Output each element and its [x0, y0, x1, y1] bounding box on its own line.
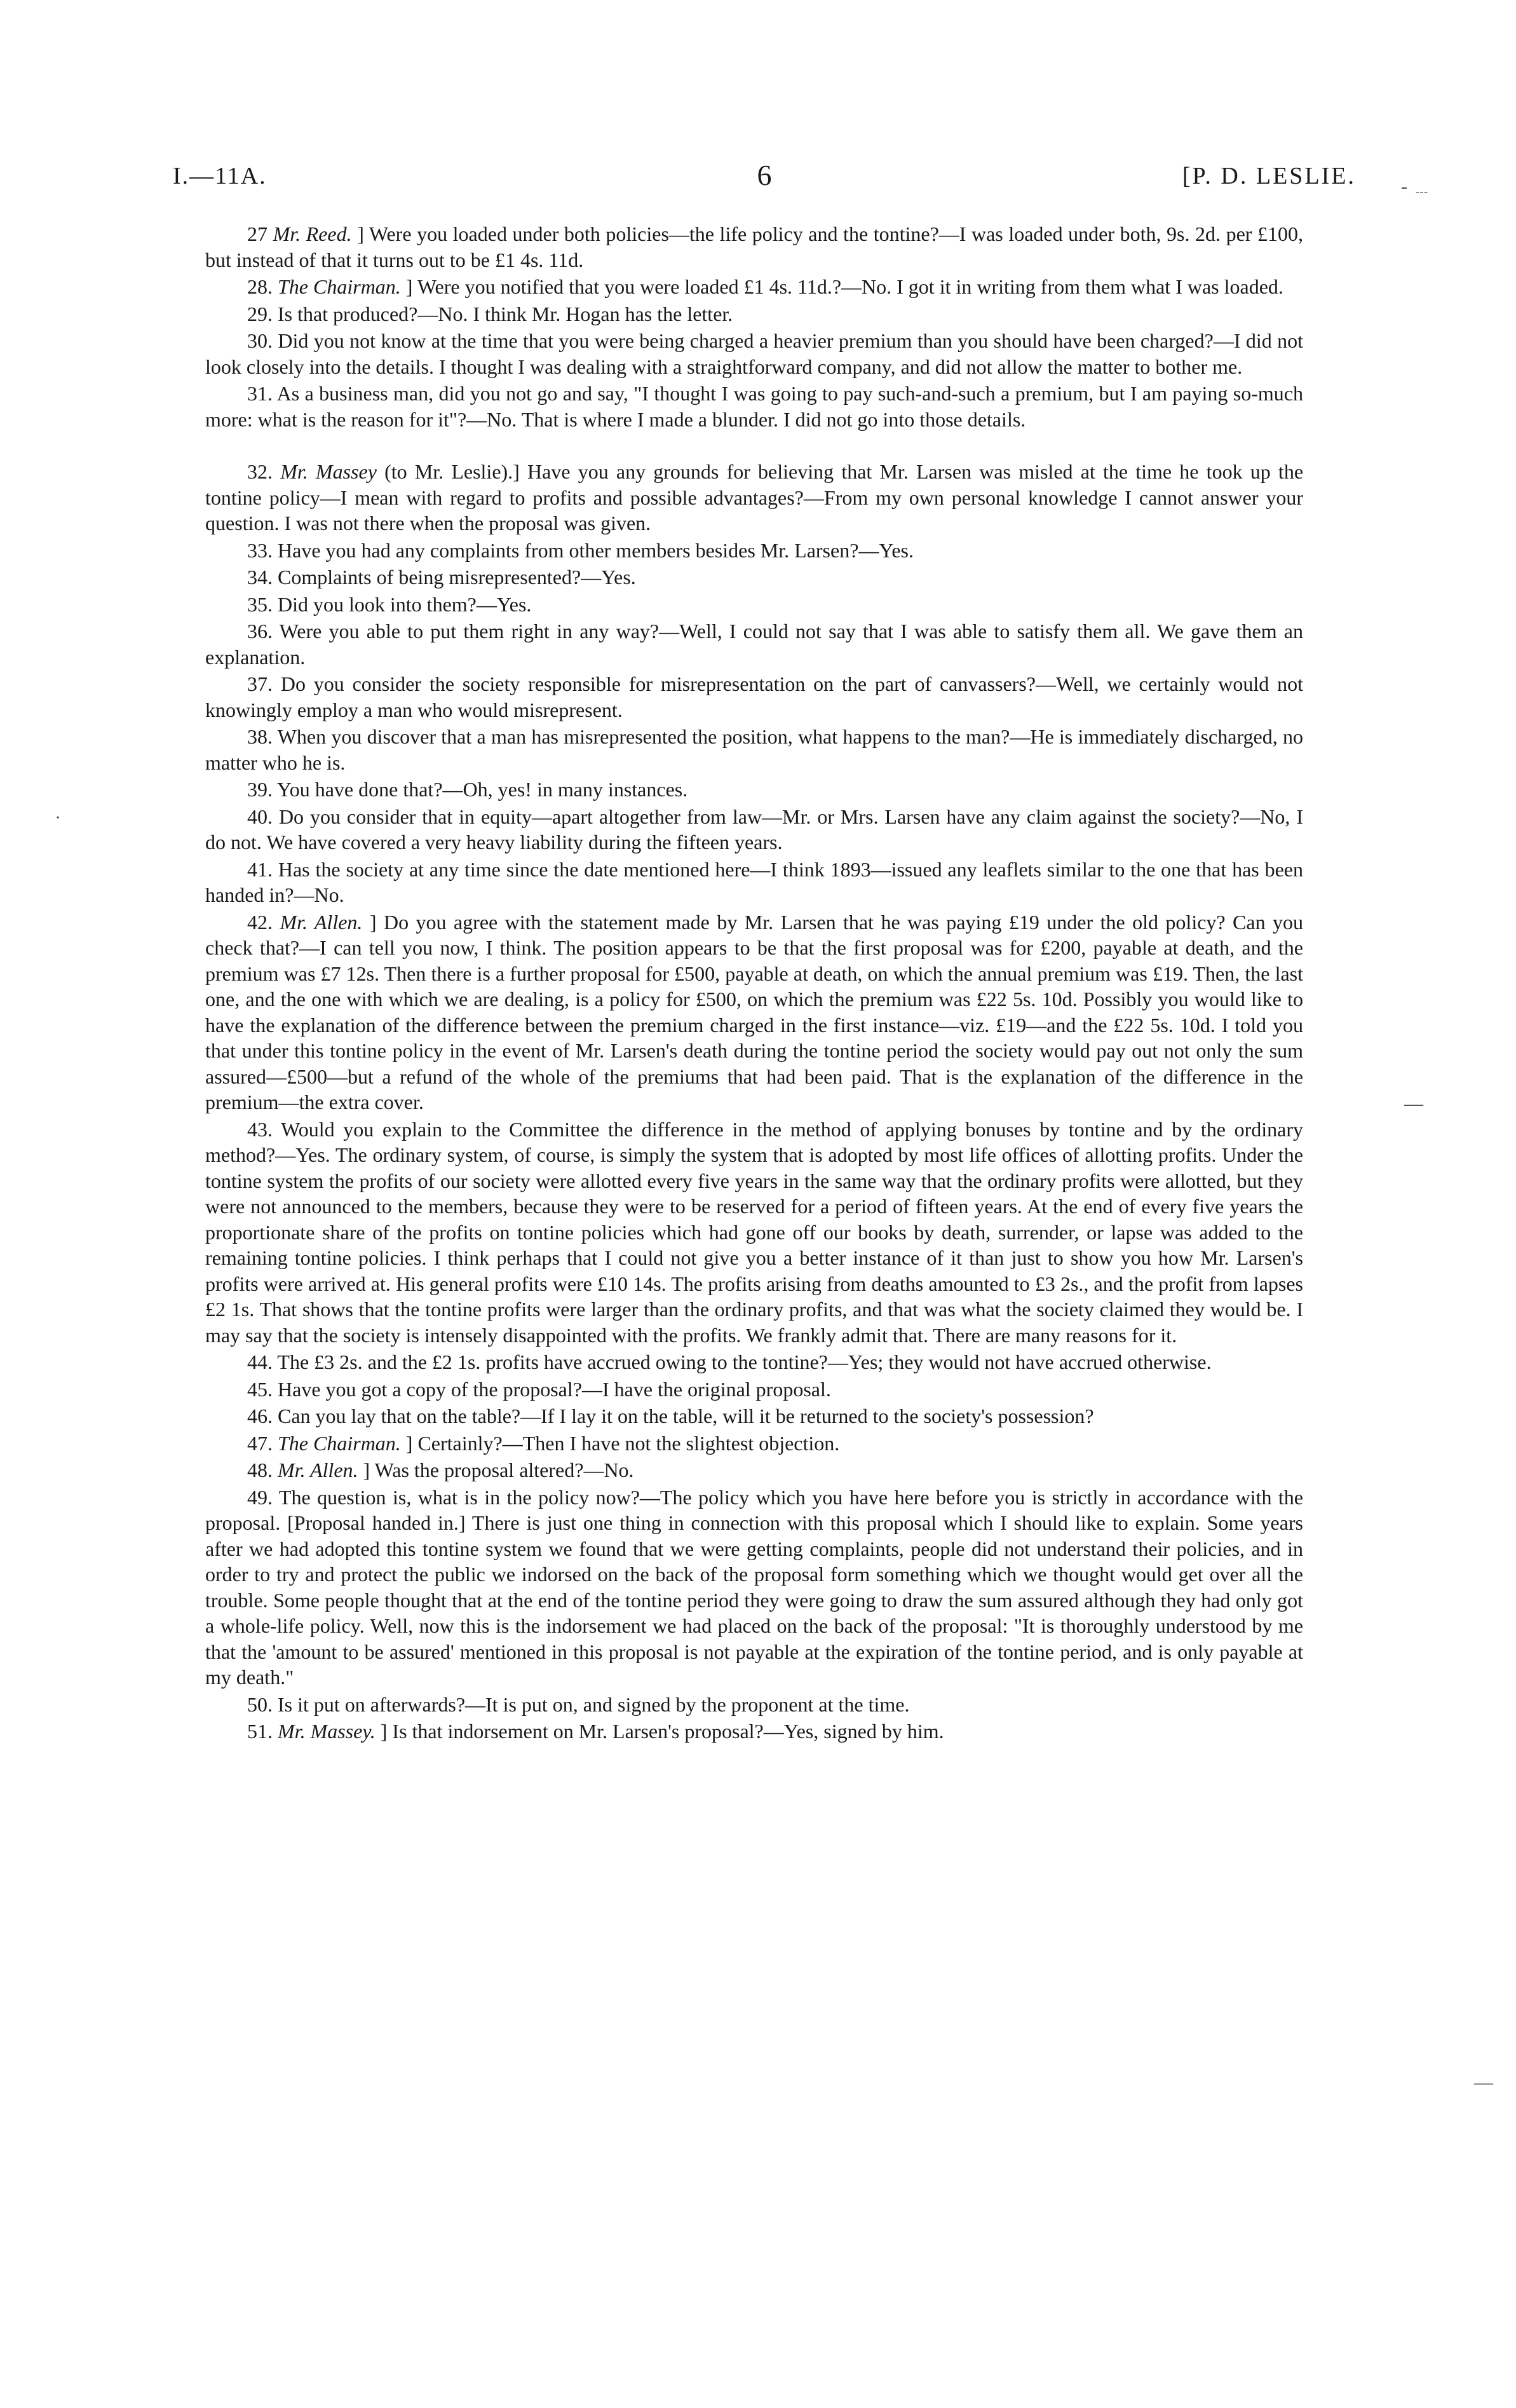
margin-mark: ‐ ﹍	[1401, 176, 1431, 197]
question-number: 47.	[247, 1431, 278, 1455]
paragraph-text: The £3 2s. and the £2 1s. profits have accrued owing to the tontine?—Yes; they would not have accrued otherwise.	[277, 1350, 1212, 1373]
minutes-paragraph	[205, 1431, 1303, 1457]
question-number: 46.	[247, 1405, 278, 1427]
question-number: 51.	[247, 1720, 278, 1743]
page-number: 6	[757, 159, 772, 191]
page-header	[173, 159, 1356, 200]
minutes-paragraph	[205, 1117, 1303, 1349]
paragraph-text: Have you had any complaints from other members besides Mr. Larsen?—Yes.	[278, 538, 914, 562]
question-number: 49.	[247, 1485, 279, 1509]
paragraph-text: ] Do you agree with the statement made by Mr. Larsen that he was paying £19 under the old policy? Can you check that?—I can tell you now, I think. The position appears to be that the first proposal was for £200, payable at death, and the premium was £7 12s. Then there is a further proposal for £500, payable at death, on which the annual premium was £19. Then, the last one, and the one with which we are dealing, is a policy for £500, on which the premium was £22 5s. 10d. Possibly you would like to have the explanation of the difference between the premium charged in the first instance—viz. £19—and the £22 5s. 10d. I told you that under this tontine policy in the event of Mr. Larsen's death during the tontine period the society would pay out not only the sum assured—£500—but a refund of the whole of the premiums that had been paid. That is the explanation of the difference in the premium—the extra cover.	[205, 910, 1304, 1113]
paragraph-text: Have you got a copy of the proposal?—I have the original proposal.	[278, 1377, 831, 1401]
minutes-paragraph	[205, 1485, 1303, 1690]
minutes-paragraph	[205, 1349, 1303, 1375]
question-number: 30.	[247, 329, 278, 352]
paragraph-text: When you discover that a man has misrepresented the position, what happens to the man?—He is immediately discharged, no matter who he is.	[205, 725, 1304, 774]
minutes-paragraph	[205, 1377, 1303, 1403]
paragraph-text: ] Is that indorsement on Mr. Larsen's proposal?—Yes, signed by him.	[380, 1720, 944, 1743]
paragraph-text: Did you look into them?—Yes.	[278, 592, 532, 616]
minutes-paragraph	[205, 671, 1303, 723]
minutes-paragraph	[205, 777, 1303, 803]
paragraph-text: Is it put on afterwards?—It is put on, and signed by the proponent at the time.	[278, 1692, 910, 1716]
paragraph-text: You have done that?—Oh, yes! in many instances.	[276, 778, 688, 801]
paragraph-text: ] Were you notified that you were loaded £1 4s. 11d.?—No. I got it in writing from them what I was loaded.	[405, 275, 1283, 298]
margin-mark: —	[1404, 1093, 1423, 1114]
speaker-name: Mr. Massey	[280, 460, 377, 483]
minutes-paragraph	[205, 618, 1303, 670]
paragraph-text: Were you able to put them right in any way?—Well, I could not say that I was able to satisfy them all. We gave them an explanation.	[205, 620, 1303, 669]
paragraph-text: Complaints of being misrepresented?—Yes.	[278, 566, 636, 588]
question-number: 43.	[247, 1117, 281, 1141]
question-number: 29.	[247, 302, 278, 325]
minutes-paragraph	[205, 1403, 1303, 1429]
question-number: 44.	[247, 1350, 278, 1373]
question-number: 32.	[247, 460, 281, 483]
margin-mark: —	[1474, 2072, 1493, 2093]
paragraph-text: ] Was the proposal altered?—No.	[363, 1459, 634, 1481]
question-number: 33.	[247, 538, 278, 562]
header-paper-reference: I.—11A.	[173, 163, 267, 189]
paragraph-text: (to Mr. Leslie).] Have you any grounds for believing that Mr. Larsen was misled at the time he took up the tontine policy—I mean with regard to profits and possible advantages?—From my own personal knowledge I cannot answer your question. I was not there when the proposal was given.	[205, 460, 1304, 534]
question-number: 34.	[247, 566, 278, 588]
minutes-paragraph	[205, 592, 1303, 618]
paragraph-text: ] Certainly?—Then I have not the slightest objection.	[405, 1431, 840, 1455]
paragraph-text: ] Were you loaded under both policies—the life policy and the tontine?—I was loaded under both, 9s. 2d. per £100, but instead of that it turns out to be £1 4s. 11d.	[205, 222, 1304, 271]
question-number: 42.	[247, 910, 280, 934]
paragraph-text: Is that produced?—No. I think Mr. Hogan has the letter.	[278, 302, 733, 325]
question-number: 27	[247, 222, 273, 245]
paragraph-text: Would you explain to the Committee the difference in the method of applying bonuses by tontine and by the ordinary method?—Yes. The ordinary system, of course, is simply the system that is adopted by most life offices of allotting profits. Under the tontine system the profits of our society were allotted every five years in the same way that the ordinary profits were allotted, but they were not announced to the members, because they were to be reserved for a period of fifteen years. At the end of every five years the proportionate share of the profits on tontine policies which had gone off our books by death, surrender, or lapse was added to the remaining tontine policies. I think perhaps that I could not give you a better instance of it than just to show you how Mr. Larsen's profits were arrived at. His general profits were £10 14s. The profits arising from deaths amounted to £3 2s., and the profit from lapses £2 1s. That shows that the tontine profits were larger than the ordinary profits, and that was what the society claimed they would be. I may say that the society is intensely disappointed with the profits. We frankly admit that. There are many reasons for it.	[205, 1117, 1304, 1347]
paragraph-text: Do you consider that in equity—apart altogether from law—Mr. or Mrs. Larsen have any claim against the society?—No, I do not. We have covered a very heavy liability during the fifteen years.	[205, 805, 1304, 854]
minutes-paragraph	[205, 538, 1303, 564]
question-number: 48.	[247, 1459, 278, 1481]
minutes-paragraph	[205, 564, 1303, 590]
speaker-name: The Chairman.	[278, 275, 401, 298]
paragraph-text: Has the society at any time since the date mentioned here—I think 1893—issued any leaflets similar to the one that has been handed in?—No.	[205, 857, 1303, 906]
paragraph-text: The question is, what is in the policy now?—The policy which you have here before you is strictly in accordance with the proposal. [Proposal handed in.] There is just one thing in connection with this proposal which I should like to explain. Some years after we had adopted this tontine system we found that we were getting complaints, people did not understand their policies, and in order to try and protect the public we indorsed on the back of the proposal form something which we thought would get over all the trouble. Some people thought that at the end of the tontine period they were going to draw the sum assured although they had only got a whole-life policy. Well, now this is the indorsement we had placed on the back of the proposal: "It is thoroughly understood by me that the 'amount to be assured' mentioned in this proposal is not payable at the expiration of the tontine period, and is only payable at my death."	[205, 1485, 1304, 1689]
question-number: 31.	[247, 382, 277, 405]
minutes-paragraph	[205, 804, 1303, 855]
minutes-paragraph	[205, 909, 1303, 1115]
speaker-name: Mr. Reed.	[273, 222, 352, 245]
minutes-paragraph	[205, 724, 1303, 775]
margin-mark: ·	[55, 807, 61, 828]
question-number: 37.	[247, 672, 281, 695]
question-number: 36.	[247, 620, 280, 643]
speaker-name: Mr. Allen.	[278, 1459, 358, 1481]
speaker-name: Mr. Allen.	[280, 910, 363, 934]
question-number: 35.	[247, 592, 278, 616]
question-number: 39.	[247, 778, 277, 801]
minutes-paragraph	[205, 1718, 1303, 1745]
question-number: 50.	[247, 1692, 278, 1716]
question-number: 38.	[247, 725, 278, 748]
minutes-paragraph	[205, 301, 1303, 327]
speaker-name: Mr. Massey.	[278, 1720, 376, 1743]
speaker-name: The Chairman.	[278, 1431, 401, 1455]
paragraph-text: Do you consider the society responsible for misrepresentation on the part of canvassers?—Well, we certainly would not knowingly employ a man who would misrepresent.	[205, 672, 1304, 721]
minutes-paragraph	[205, 221, 1303, 273]
header-witness-name: [P. D. LESLIE.	[1182, 163, 1356, 189]
minutes-paragraph	[205, 857, 1303, 908]
question-number: 28.	[247, 275, 278, 298]
paragraph-text: Can you lay that on the table?—If I lay it on the table, will it be returned to the society's possession?	[278, 1405, 1094, 1427]
minutes-paragraph	[205, 274, 1303, 300]
question-number: 40.	[247, 805, 279, 828]
minutes-paragraph	[205, 459, 1303, 536]
minutes-paragraph	[205, 1692, 1303, 1718]
paragraph-text: As a business man, did you not go and say, "I thought I was going to pay such-and-such a premium, but I am paying so-much more: what is the reason for it"?—No. That is where I made a blunder. I did not go into those details.	[205, 382, 1304, 431]
question-number: 41.	[247, 857, 278, 881]
minutes-paragraph	[205, 1457, 1303, 1483]
paragraph-text: Did you not know at the time that you were being charged a heavier premium than you should have been charged?—I did not look closely into the details. I thought I was dealing with a straightforward company, and did not allow the matter to bother me.	[205, 329, 1304, 378]
minutes-body	[205, 221, 1303, 1746]
minutes-paragraph	[205, 381, 1303, 432]
minutes-paragraph	[205, 328, 1303, 379]
question-number: 45.	[247, 1377, 278, 1401]
